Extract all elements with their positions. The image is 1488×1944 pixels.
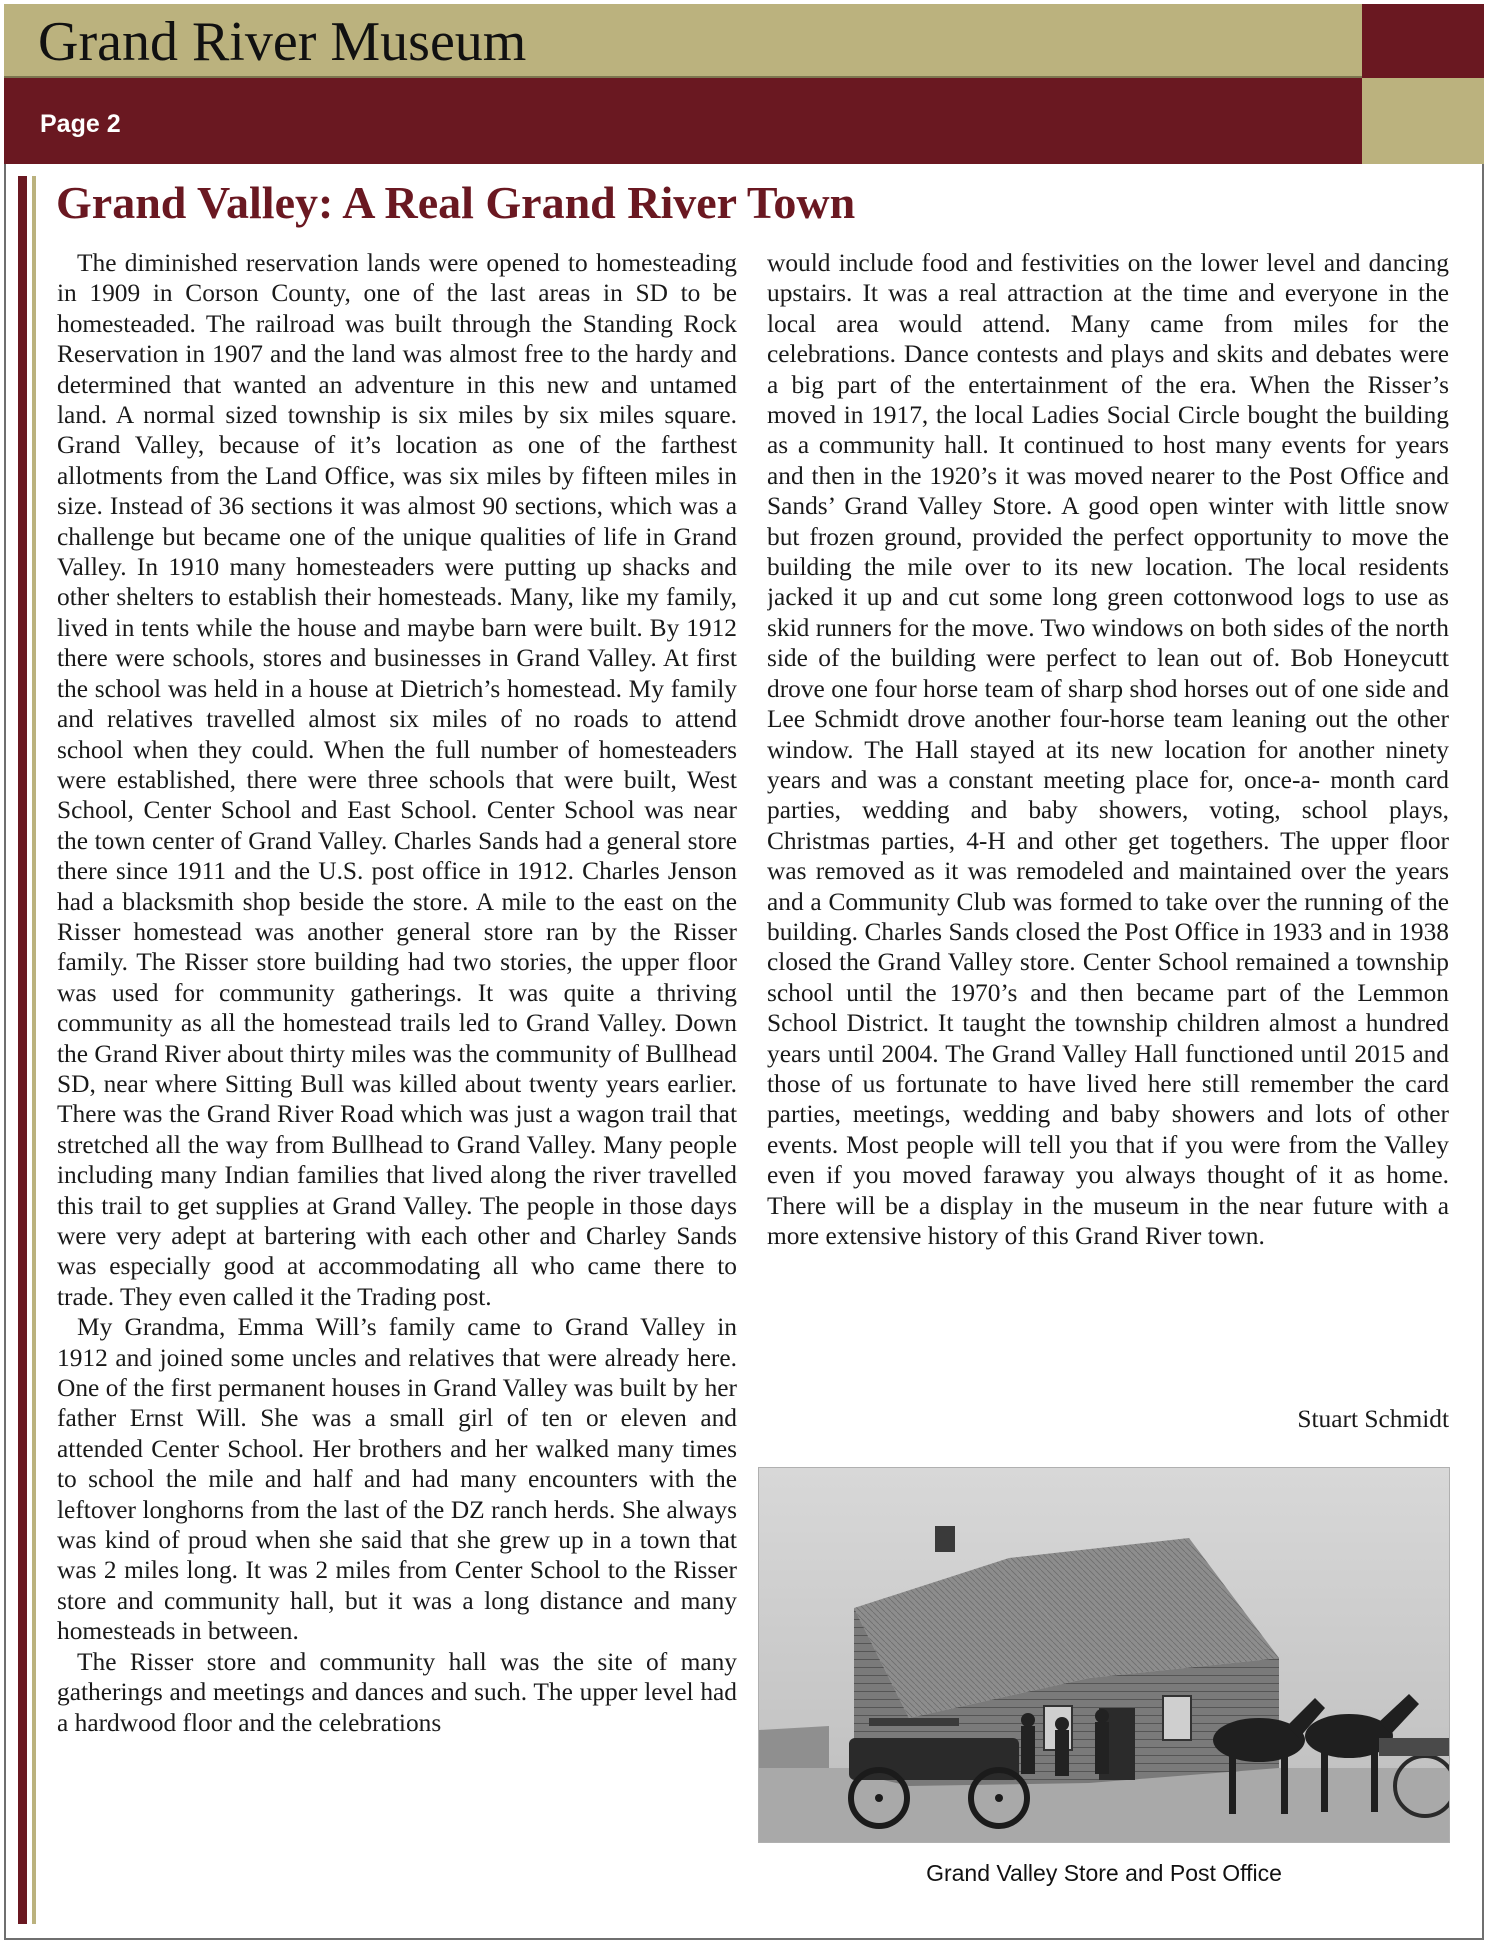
building-chimney bbox=[935, 1526, 955, 1552]
article-column-left bbox=[57, 248, 737, 1928]
article-title: Grand Valley: A Real Grand River Town bbox=[56, 177, 856, 228]
historic-photo bbox=[758, 1467, 1450, 1843]
article-paragraph: The diminished reservation lands were opened to homesteading in 1909 in Corson County, one of the last areas in SD to be homesteaded. The railroad was built through the Standing Rock Reservation in 1907 and the land was almost free to the hardy and determined that wanted an adventure in this new and untamed land. A normal sized township is six miles by six miles square. Grand Valley, because of it’s location as one of the farthest allotments from the Land Office, was six miles by fifteen miles in size. Instead of 36 sections it was almost 90 sections, which was a challenge but became one of the unique qualities of life in Grand Valley. In 1910 many homesteaders were putting up shacks and other shelters to establish their homesteads. Many, like my family, lived in tents while the house and maybe barn were built. By 1912 there were schools, stores and businesses in Grand Valley. At first the school was held in a house at Dietrich’s homestead. My family and relatives travelled almost six miles of no roads to attend school when they could. When the full number of homesteaders were established, there were three schools that were built, West School, Center School and East School. Center School was near the town center of Grand Valley. Charles Sands had a general store there since 1911 and the U.S. post office in 1912. Charles Jenson had a blacksmith shop beside the store. A mile to the east on the Risser homestead was another general store ran by the Risser family. The Risser store building had two stories, the upper floor was used for community gatherings. It was quite a thriving community as all the homestead trails led to Grand Valley. Down the Grand River about thirty miles was the community of Bullhead SD, near where Sitting Bull was killed about twenty years earlier. There was the Grand River Road which was just a wagon trail that stretched all the way from Bullhead to Grand Valley. Many people including many Indian families that lived along the river travelled this trail to get supplies at Grand Valley. The people in those days were very adept at bartering with each other and Charley Sands was especially good at accommodating all who came there to trade. They even called it the Trading post. bbox=[57, 249, 737, 1311]
page-band-corner-block bbox=[1362, 78, 1484, 164]
masthead-band bbox=[4, 4, 1362, 78]
article-column-right bbox=[767, 248, 1449, 1408]
left-margin-rule-accent bbox=[32, 176, 36, 1924]
article-paragraph: The Risser store and community hall was the site of many gatherings and meetings and dances and such. The upper level had a hardwood floor and the celebrations bbox=[57, 1647, 737, 1737]
standing-people bbox=[1021, 1709, 1109, 1776]
photo-illustration bbox=[759, 1468, 1450, 1843]
photo-caption: Grand Valley Store and Post Office bbox=[926, 1860, 1282, 1886]
article-paragraph: My Grandma, Emma Will’s family came to Grand Valley in 1912 and joined some uncles and relatives that were already here. One of the first permanent houses in Grand Valley was built by her father Ernst Will. She was a small girl of ten or eleven and attended Center School. Her brothers and her walked many times to school the mile and half and had many encounters with the leftover longhorns from the last of the DZ ranch herds. She always was kind of proud when she said that she grew up in a town that was 2 miles long. It was 2 miles from Center School to the Risser store and community hall, but it was a long distance and many homesteads in between. bbox=[57, 1313, 737, 1646]
article-author: Stuart Schmidt bbox=[1297, 1405, 1449, 1433]
article-paragraph-continued: would include food and festivities on the lower level and dancing upstairs. It was a real attraction at the time and everyone in the local area would attend. Many came from miles for the celebrations. Dance contests and plays and skits and debates were a big part of the entertainment of the era. When the Risser’s moved in 1917, the local Ladies Social Circle bought the building as a community hall. It continued to host many events for years and then in the 1920’s it was moved nearer to the Post Office and Sands’ Grand Valley Store. A good open winter with little snow but frozen ground, provided the perfect opportunity to move the building the mile over to its new location. The local residents jacked it up and cut some long green cottonwood logs to use as skid runners for the move. Two windows on both sides of the north side of the building were perfect to lean out of. Bob Honeycutt drove one four horse team of sharp shod horses out of one side and Lee Schmidt drove another four-horse team leaning out the other window. The Hall stayed at its new location for another ninety years and was a constant meeting place for, once-a- month card parties, wedding and baby showers, voting, school plays, Christmas parties, 4-H and other get togethers. The upper floor was removed as it was remodeled and maintained over the years and a Community Club was formed to take over the running of the building. Charles Sands closed the Post Office in 1933 and in 1938 closed the Grand Valley store. Center School remained a township school until the 1970’s and then became part of the Lemmon School District. It taught the township children almost a hundred years until 2004. The Grand Valley Hall functioned until 2015 and those of us fortunate to have lived here still remember the card parties, meetings, wedding and baby showers and lots of other events. Most people will tell you that if you were from the Valley even if you moved faraway you always thought of it as home. There will be a display in the museum in the near future with a more extensive history of this Grand River town. bbox=[767, 249, 1449, 1250]
page-number-band bbox=[4, 78, 1362, 164]
newsletter-title: Grand River Museum bbox=[38, 11, 527, 73]
masthead-corner-block bbox=[1362, 4, 1484, 78]
page-number-label: Page 2 bbox=[40, 110, 121, 138]
left-margin-rule bbox=[18, 176, 27, 1924]
